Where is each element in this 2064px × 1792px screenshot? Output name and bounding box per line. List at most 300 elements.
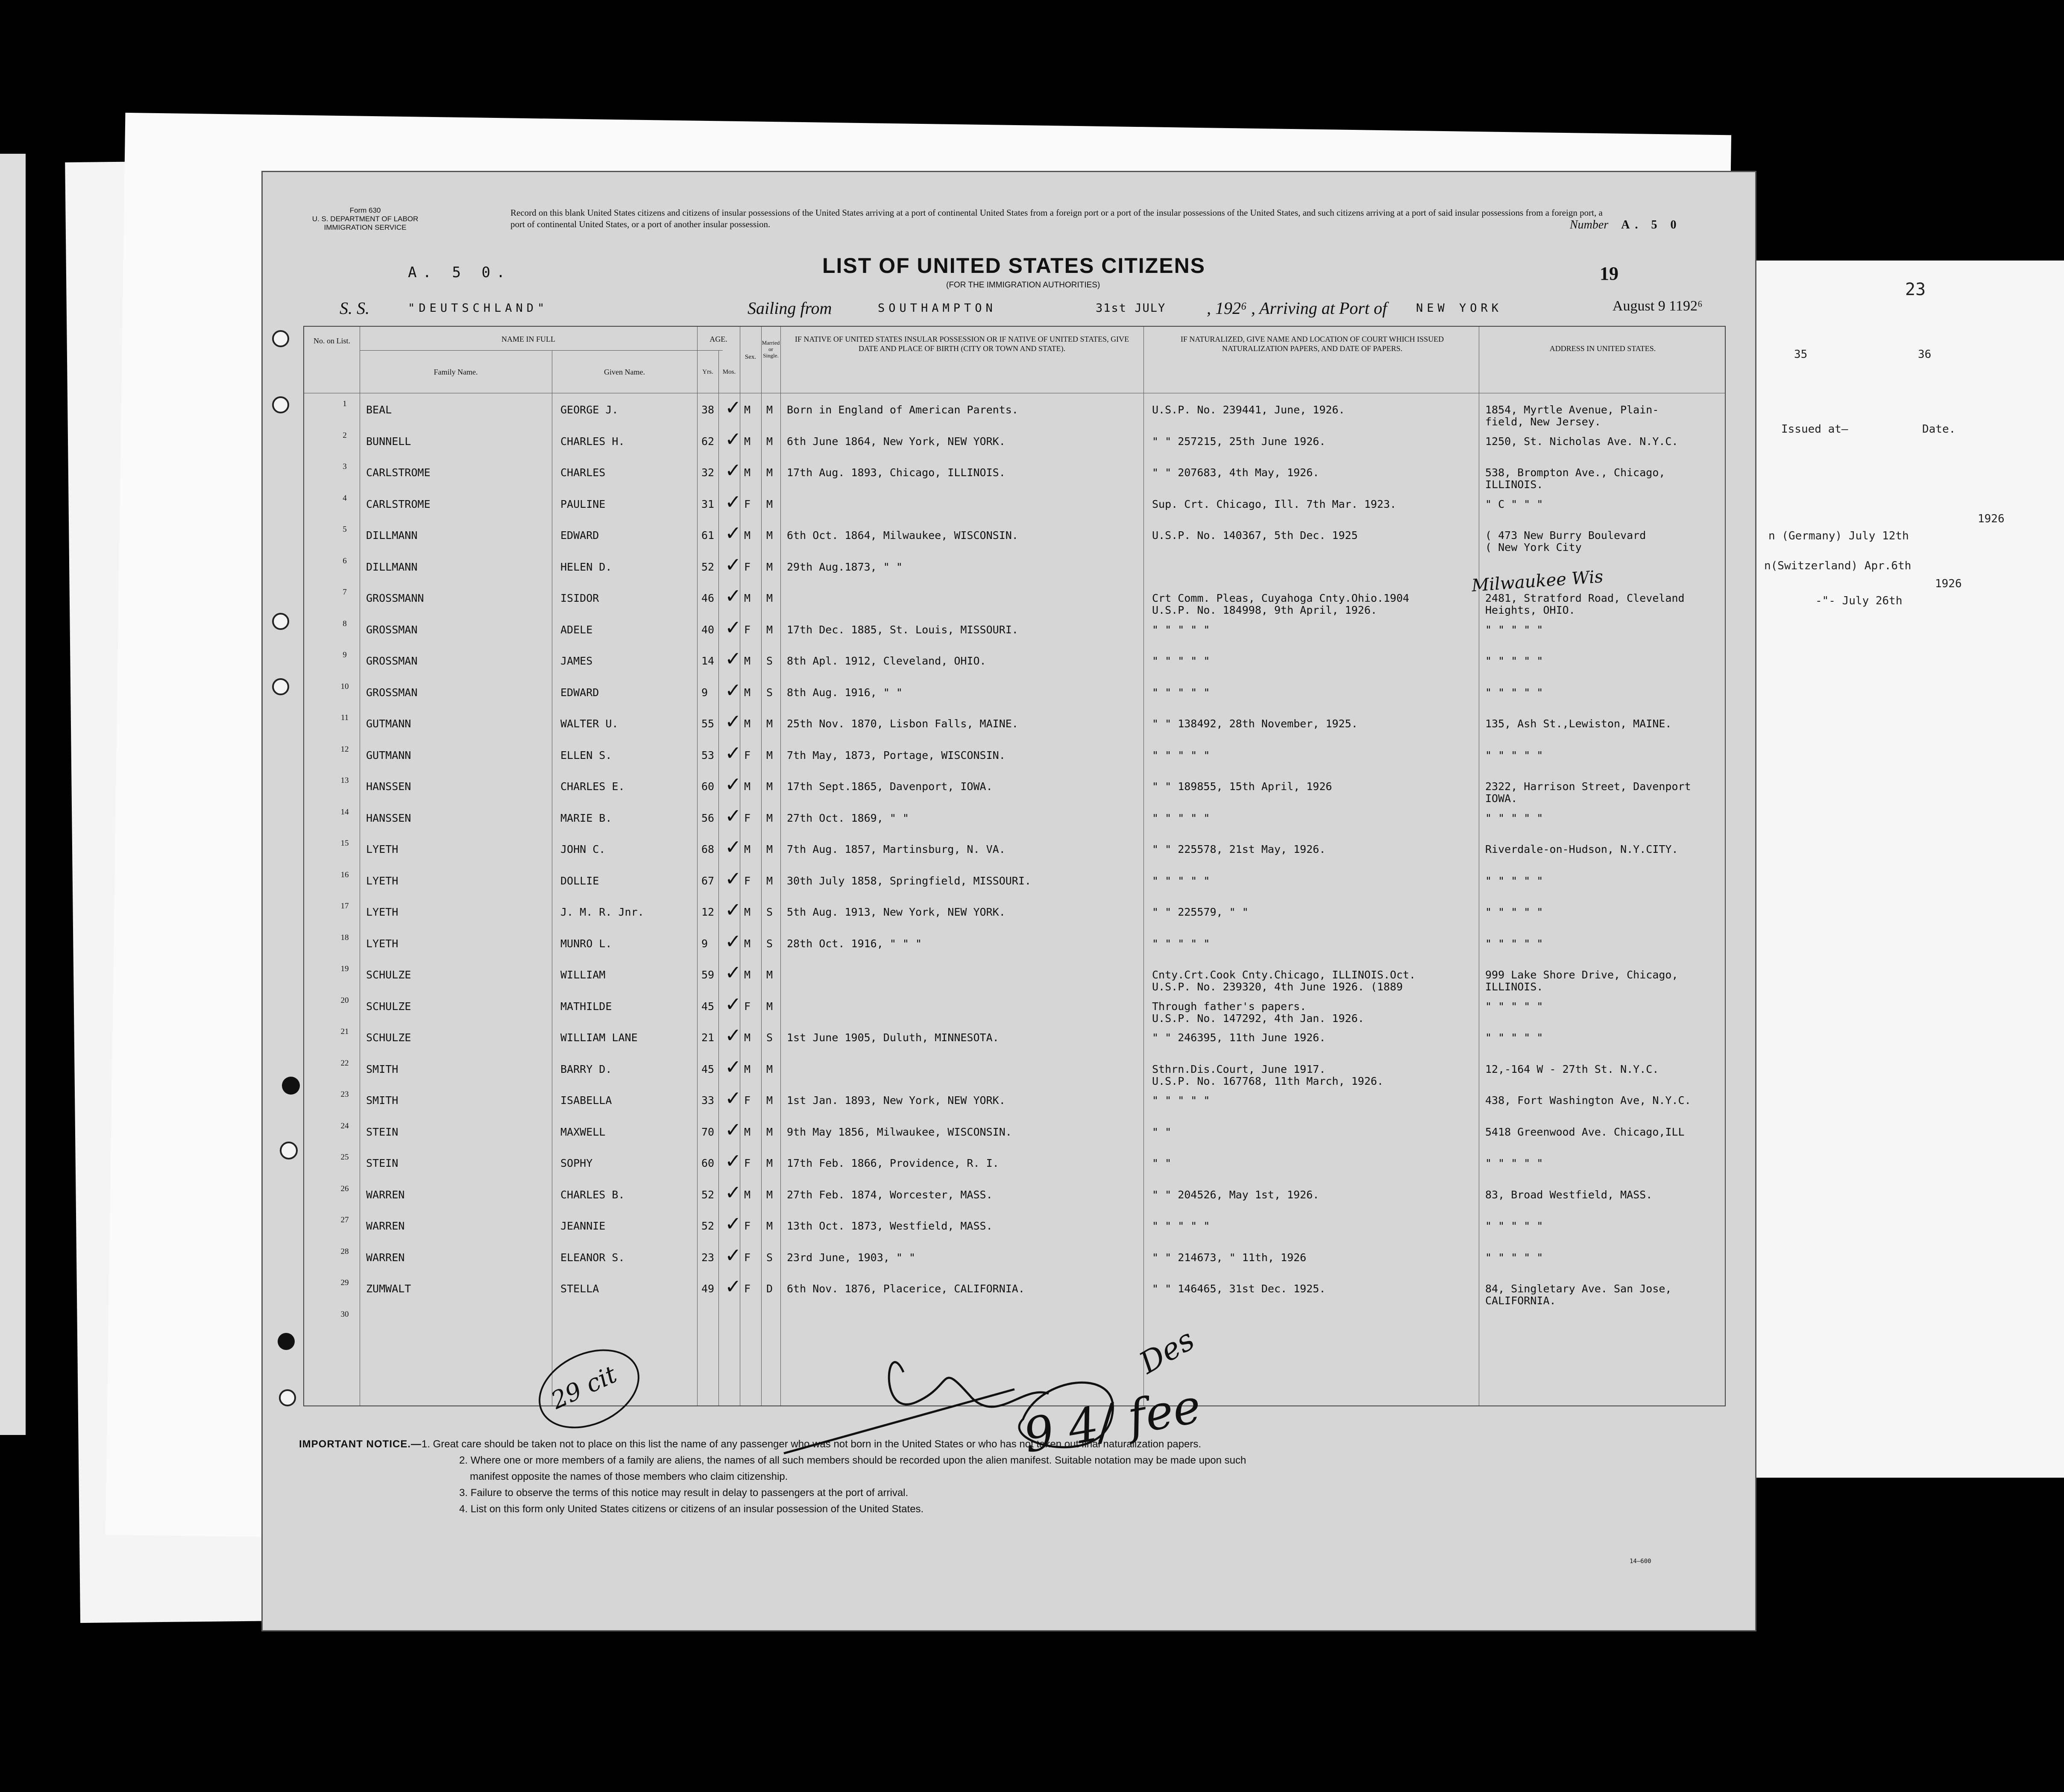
naturalization: " " 225578, 21st May, 1926. bbox=[1152, 843, 1326, 855]
check-mark-icon: ✓ bbox=[725, 1024, 742, 1047]
list-code: A. 5 0. bbox=[408, 264, 511, 281]
birth-info: 29th Aug.1873, " " bbox=[787, 560, 903, 573]
table-row bbox=[304, 1211, 1725, 1243]
row-number: 26 bbox=[340, 1184, 349, 1193]
punch-hole bbox=[280, 1142, 298, 1160]
punch-hole bbox=[282, 1077, 300, 1095]
address: 1250, St. Nicholas Ave. N.Y.C. bbox=[1485, 435, 1678, 448]
family-name: DILLMANN bbox=[366, 529, 418, 542]
given-name: STELLA bbox=[560, 1283, 599, 1295]
table-row bbox=[304, 1117, 1725, 1149]
age: 45 bbox=[701, 1000, 715, 1013]
sex: F bbox=[744, 1157, 751, 1169]
col-header-naturalization: IF NATURALIZED, GIVE NAME AND LOCATION OF COURT WHICH ISSUED NATURALIZATION PAPERS, AND DATE OF PAPERS. bbox=[1180, 335, 1444, 353]
col-header-mos: Mos. bbox=[722, 369, 736, 375]
marital-status: M bbox=[766, 717, 773, 730]
marital-status: S bbox=[766, 686, 773, 699]
table-row bbox=[304, 1274, 1725, 1306]
table-row bbox=[304, 960, 1725, 992]
sex: M bbox=[744, 780, 751, 793]
given-name: ELLEN S. bbox=[560, 749, 612, 761]
birth-info: 1st June 1905, Duluth, MINNESOTA. bbox=[787, 1031, 999, 1044]
check-mark-icon: ✓ bbox=[725, 710, 742, 733]
family-name: SCHULZE bbox=[366, 1000, 411, 1013]
row-number: 18 bbox=[340, 933, 349, 942]
family-name: LYETH bbox=[366, 906, 399, 918]
birth-info: 30th July 1858, Springfield, MISSOURI. bbox=[787, 874, 1031, 887]
number-label: Number bbox=[1570, 218, 1609, 231]
row-number: 1 bbox=[343, 399, 347, 408]
address: " " " " " bbox=[1485, 1251, 1543, 1264]
col-header-birth: IF NATIVE OF UNITED STATES INSULAR POSSESSION OR IF NATIVE OF UNITED STATES, GIVE DATE AND PLACE OF BIRTH (CITY OR TOWN AND STATE). bbox=[795, 335, 1129, 353]
naturalization: Crt Comm. Pleas, Cuyahoga Cnty.Ohio.1904 bbox=[1152, 592, 1410, 604]
table-row bbox=[304, 866, 1725, 898]
row-number: 15 bbox=[340, 839, 349, 848]
form-number: Form 630 bbox=[349, 206, 381, 214]
col-header-yrs: Yrs. bbox=[702, 369, 713, 375]
age: 23 bbox=[701, 1251, 715, 1264]
marital-status: M bbox=[766, 1188, 773, 1201]
given-name: ISABELLA bbox=[560, 1094, 612, 1107]
check-mark-icon: ✓ bbox=[725, 992, 742, 1016]
address: " " " " " bbox=[1485, 749, 1543, 761]
naturalization: " " " " " bbox=[1152, 749, 1210, 761]
sex: M bbox=[744, 655, 751, 667]
address: " " " " " bbox=[1485, 1220, 1543, 1232]
check-mark-icon: ✓ bbox=[725, 929, 742, 953]
address: 438, Fort Washington Ave, N.Y.C. bbox=[1485, 1094, 1691, 1107]
family-name: WARREN bbox=[366, 1220, 405, 1232]
naturalization: " " " " " bbox=[1152, 1094, 1210, 1107]
sex: M bbox=[744, 592, 751, 604]
naturalization-line-2: U.S.P. No. 167768, 11th March, 1926. bbox=[1152, 1075, 1384, 1087]
birth-info: 7th Aug. 1857, Martinsburg, N. VA. bbox=[787, 843, 1006, 855]
naturalization: " " " " " bbox=[1152, 686, 1210, 699]
marital-status: M bbox=[766, 969, 773, 981]
given-name: MUNRO L. bbox=[560, 937, 612, 950]
given-name: EDWARD bbox=[560, 686, 599, 699]
agency-line: U. S. DEPARTMENT OF LABOR bbox=[312, 215, 419, 223]
age: 14 bbox=[701, 655, 715, 667]
col-header-marital: Married or Single. bbox=[762, 340, 780, 359]
row-number: 12 bbox=[340, 744, 349, 754]
col-header-family: Family Name. bbox=[434, 368, 478, 376]
row-number: 23 bbox=[340, 1090, 349, 1099]
arrival-port: NEW YORK bbox=[1416, 302, 1503, 315]
address: " " " " " bbox=[1485, 655, 1543, 667]
row-number: 30 bbox=[340, 1309, 349, 1319]
ship-name: "DEUTSCHLAND" bbox=[408, 302, 548, 315]
table-row bbox=[304, 835, 1725, 867]
given-name: HELEN D. bbox=[560, 560, 612, 573]
age: 21 bbox=[701, 1031, 715, 1044]
birth-info: 27th Feb. 1874, Worcester, MASS. bbox=[787, 1188, 993, 1201]
table-row bbox=[304, 897, 1725, 929]
age: 61 bbox=[701, 529, 715, 542]
marital-status: M bbox=[766, 1157, 773, 1169]
birth-info: 8th Apl. 1912, Cleveland, OHIO. bbox=[787, 655, 986, 667]
family-name: LYETH bbox=[366, 937, 399, 950]
row-number: 14 bbox=[340, 807, 349, 817]
check-mark-icon: ✓ bbox=[725, 459, 742, 482]
family-name: SMITH bbox=[366, 1094, 399, 1107]
sex: F bbox=[744, 623, 751, 636]
age: 31 bbox=[701, 498, 715, 510]
col-header-given: Given Name. bbox=[604, 368, 645, 376]
marital-status: S bbox=[766, 937, 773, 950]
table-row bbox=[304, 1180, 1725, 1212]
notice-item: 3. Failure to observe the terms of this notice may result in delay to passengers at the port of arrival. bbox=[459, 1487, 909, 1499]
row-number: 7 bbox=[343, 588, 347, 597]
adjacent-line: -"- July 26th bbox=[1815, 594, 1903, 607]
naturalization: " " " " " bbox=[1152, 655, 1210, 667]
sex: M bbox=[744, 717, 751, 730]
check-mark-icon: ✓ bbox=[725, 867, 742, 890]
sex: F bbox=[744, 1251, 751, 1264]
age: 9 bbox=[701, 686, 708, 699]
marital-status: M bbox=[766, 592, 773, 604]
marital-status: M bbox=[766, 1125, 773, 1138]
check-mark-icon: ✓ bbox=[725, 584, 742, 607]
birth-info: 1st Jan. 1893, New York, NEW YORK. bbox=[787, 1094, 1006, 1107]
notice-item: 1. Great care should be taken not to place on this list the name of any passenger who was not born in the United States or who has not taken out final naturalization papers. bbox=[421, 1438, 1201, 1450]
marital-status: S bbox=[766, 906, 773, 918]
sex: M bbox=[744, 686, 751, 699]
sex: M bbox=[744, 1063, 751, 1075]
check-mark-icon: ✓ bbox=[725, 427, 742, 451]
address-line-2: ( New York City bbox=[1485, 541, 1582, 553]
naturalization: Cnty.Crt.Cook Cnty.Chicago, ILLINOIS.Oct. bbox=[1152, 969, 1416, 981]
table-row bbox=[304, 1023, 1725, 1055]
age: 38 bbox=[701, 404, 715, 416]
sex: M bbox=[744, 843, 751, 855]
punch-hole bbox=[278, 1333, 295, 1350]
address: " " " " " bbox=[1485, 811, 1543, 824]
marital-status: M bbox=[766, 843, 773, 855]
address: " " " " " bbox=[1485, 874, 1543, 887]
passenger-table bbox=[303, 326, 1726, 1406]
address: ( 473 New Burry Boulevard bbox=[1485, 529, 1646, 542]
family-name: GROSSMAN bbox=[366, 623, 418, 636]
sex: F bbox=[744, 1000, 751, 1013]
circled-count: 29 cit bbox=[526, 1334, 652, 1444]
punch-hole bbox=[279, 1389, 296, 1406]
sex: F bbox=[744, 1094, 751, 1107]
age: 59 bbox=[701, 969, 715, 981]
marital-status: M bbox=[766, 780, 773, 793]
age: 52 bbox=[701, 1220, 715, 1232]
family-name: SMITH bbox=[366, 1063, 399, 1075]
adjacent-year: 1926 bbox=[1935, 577, 1962, 590]
naturalization: " " bbox=[1152, 1157, 1172, 1169]
address: " " " " " bbox=[1485, 1031, 1543, 1044]
row-number: 2 bbox=[343, 430, 347, 440]
age: 52 bbox=[701, 1188, 715, 1201]
family-name: HANSSEN bbox=[366, 780, 411, 793]
print-code: 14—600 bbox=[1630, 1558, 1651, 1565]
given-name: CHARLES E. bbox=[560, 780, 625, 793]
row-number: 8 bbox=[343, 619, 347, 628]
address-line-2: CALIFORNIA. bbox=[1485, 1294, 1556, 1307]
given-name: SOPHY bbox=[560, 1157, 593, 1169]
age: 60 bbox=[701, 780, 715, 793]
age: 9 bbox=[701, 937, 708, 950]
sailing-date: 31st JULY bbox=[1096, 302, 1166, 315]
given-name: BARRY D. bbox=[560, 1063, 612, 1075]
address: 5418 Greenwood Ave. Chicago,ILL bbox=[1485, 1125, 1685, 1138]
check-mark-icon: ✓ bbox=[725, 553, 742, 576]
given-name: WILLIAM bbox=[560, 969, 606, 981]
adjacent-col-35: 35 bbox=[1794, 348, 1808, 361]
row-number: 20 bbox=[340, 996, 349, 1005]
marital-status: M bbox=[766, 498, 773, 510]
address-line-2: field, New Jersey. bbox=[1485, 416, 1601, 428]
handwritten-initials: Des bbox=[1133, 1322, 1201, 1381]
address: " " " " " bbox=[1485, 1157, 1543, 1169]
check-mark-icon: ✓ bbox=[725, 396, 742, 419]
naturalization: " " 146465, 31st Dec. 1925. bbox=[1152, 1283, 1326, 1295]
left-page-edge bbox=[0, 154, 26, 1435]
sex: F bbox=[744, 811, 751, 824]
age: 45 bbox=[701, 1063, 715, 1075]
family-name: GROSSMANN bbox=[366, 592, 424, 604]
page-subtitle: (FOR THE IMMIGRATION AUTHORITIES) bbox=[946, 281, 1100, 290]
naturalization: " " " " " bbox=[1152, 874, 1210, 887]
family-name: STEIN bbox=[366, 1125, 399, 1138]
age: 60 bbox=[701, 1157, 715, 1169]
naturalization: " " 257215, 25th June 1926. bbox=[1152, 435, 1326, 448]
family-name: SCHULZE bbox=[366, 969, 411, 981]
number-value: A. 5 0 bbox=[1621, 218, 1682, 231]
family-name: BUNNELL bbox=[366, 435, 411, 448]
naturalization: " " 138492, 28th November, 1925. bbox=[1152, 717, 1358, 730]
table-row bbox=[304, 929, 1725, 961]
naturalization: U.S.P. No. 239441, June, 1926. bbox=[1152, 404, 1345, 416]
row-number: 10 bbox=[340, 682, 349, 691]
table-row bbox=[304, 741, 1725, 773]
page-number: 19 bbox=[1600, 263, 1618, 284]
arriving-label: , 192⁶ , Arriving at Port of bbox=[1207, 299, 1387, 318]
col-header-address: ADDRESS IN UNITED STATES. bbox=[1549, 344, 1656, 353]
birth-info: 28th Oct. 1916, " " " bbox=[787, 937, 922, 950]
address: 999 Lake Shore Drive, Chicago, bbox=[1485, 969, 1678, 981]
check-mark-icon: ✓ bbox=[725, 490, 742, 513]
table-row bbox=[304, 427, 1725, 459]
table-row bbox=[304, 772, 1725, 804]
row-number: 27 bbox=[340, 1215, 349, 1224]
family-name: SCHULZE bbox=[366, 1031, 411, 1044]
table-row bbox=[304, 646, 1725, 678]
row-number: 29 bbox=[340, 1278, 349, 1287]
marital-status: M bbox=[766, 529, 773, 542]
marital-status: M bbox=[766, 749, 773, 761]
age: 32 bbox=[701, 466, 715, 479]
sex: F bbox=[744, 1283, 751, 1295]
naturalization: " " " " " bbox=[1152, 1220, 1210, 1232]
row-number: 4 bbox=[343, 493, 347, 503]
row-number: 21 bbox=[340, 1027, 349, 1036]
birth-info: 17th Aug. 1893, Chicago, ILLINOIS. bbox=[787, 466, 1006, 479]
table-row bbox=[304, 1086, 1725, 1118]
address: 83, Broad Westfield, MASS. bbox=[1485, 1188, 1653, 1201]
age: 55 bbox=[701, 717, 715, 730]
col-header-age: AGE. bbox=[710, 335, 727, 343]
given-name: JEANNIE bbox=[560, 1220, 606, 1232]
page-title: LIST OF UNITED STATES CITIZENS bbox=[822, 254, 1206, 278]
naturalization: U.S.P. No. 140367, 5th Dec. 1925 bbox=[1152, 529, 1358, 542]
table-row bbox=[304, 489, 1725, 521]
col-header-sex: Sex. bbox=[745, 354, 756, 360]
address: Riverdale-on-Hudson, N.Y.CITY. bbox=[1485, 843, 1678, 855]
sex: M bbox=[744, 969, 751, 981]
birth-info: Born in England of American Parents. bbox=[787, 404, 1018, 416]
family-name: LYETH bbox=[366, 874, 399, 887]
voyage-line bbox=[340, 298, 1728, 324]
sex: M bbox=[744, 435, 751, 448]
address: " " " " " bbox=[1485, 937, 1543, 950]
given-name: CHARLES B. bbox=[560, 1188, 625, 1201]
age: 67 bbox=[701, 874, 715, 887]
row-number: 13 bbox=[340, 776, 349, 785]
notice-item: 2. Where one or more members of a family are aliens, the names of all such members should be recorded upon the alien manifest. Suitable notation may be made upon such bbox=[459, 1455, 1246, 1466]
birth-info: 23rd June, 1903, " " bbox=[787, 1251, 916, 1264]
adjacent-col-36: 36 bbox=[1918, 348, 1932, 361]
given-name: ADELE bbox=[560, 623, 593, 636]
given-name: WALTER U. bbox=[560, 717, 619, 730]
address: " " " " " bbox=[1485, 1000, 1543, 1013]
given-name: MAXWELL bbox=[560, 1125, 606, 1138]
marital-status: M bbox=[766, 435, 773, 448]
birth-info: 9th May 1856, Milwaukee, WISCONSIN. bbox=[787, 1125, 1012, 1138]
row-number: 28 bbox=[340, 1247, 349, 1256]
birth-info: 5th Aug. 1913, New York, NEW YORK. bbox=[787, 906, 1006, 918]
table-row bbox=[304, 521, 1725, 553]
sex: M bbox=[744, 404, 751, 416]
age: 12 bbox=[701, 906, 715, 918]
adjacent-year: 1926 bbox=[1978, 512, 2005, 525]
birth-info: 17th Sept.1865, Davenport, IOWA. bbox=[787, 780, 993, 793]
departure-port: SOUTHAMPTON bbox=[878, 302, 997, 315]
arrival-date: August 9 1192⁶ bbox=[1612, 298, 1703, 314]
naturalization: " " 214673, " 11th, 1926 bbox=[1152, 1251, 1307, 1264]
marital-status: M bbox=[766, 874, 773, 887]
naturalization: " " 246395, 11th June 1926. bbox=[1152, 1031, 1326, 1044]
family-name: CARLSTROME bbox=[366, 466, 431, 479]
family-name: STEIN bbox=[366, 1157, 399, 1169]
marital-status: M bbox=[766, 466, 773, 479]
age: 56 bbox=[701, 811, 715, 824]
naturalization: Sthrn.Dis.Court, June 1917. bbox=[1152, 1063, 1326, 1075]
sex: F bbox=[744, 749, 751, 761]
birth-info: 6th Nov. 1876, Placerice, CALIFORNIA. bbox=[787, 1283, 1025, 1295]
birth-info: 8th Aug. 1916, " " bbox=[787, 686, 903, 699]
table-row bbox=[304, 1054, 1725, 1086]
check-mark-icon: ✓ bbox=[725, 1118, 742, 1141]
family-name: CARLSTROME bbox=[366, 498, 431, 510]
adjacent-page-number: 23 bbox=[1905, 280, 1926, 299]
marital-status: M bbox=[766, 1063, 773, 1075]
age: 70 bbox=[701, 1125, 715, 1138]
check-mark-icon: ✓ bbox=[725, 615, 742, 639]
adjacent-issued-at: Issued at— bbox=[1781, 423, 1848, 436]
given-name: MARIE B. bbox=[560, 811, 612, 824]
punch-hole bbox=[272, 330, 289, 347]
row-number: 24 bbox=[340, 1121, 349, 1130]
form-number-field bbox=[1570, 218, 1681, 232]
naturalization: " " 189855, 15th April, 1926 bbox=[1152, 780, 1332, 793]
notice-label: IMPORTANT NOTICE.— bbox=[299, 1438, 422, 1450]
naturalization: " " 204526, May 1st, 1926. bbox=[1152, 1188, 1319, 1201]
circled-fee: 9 4/ fee bbox=[1020, 1378, 1205, 1464]
notice-item: manifest opposite the names of those members who claim citizenship. bbox=[470, 1471, 788, 1482]
check-mark-icon: ✓ bbox=[725, 1212, 742, 1235]
naturalization-line-2: U.S.P. No. 239320, 4th June 1926. (1889 bbox=[1152, 981, 1403, 993]
notice-item: 4. List on this form only United States citizens or citizens of an insular possession of the United States. bbox=[459, 1503, 924, 1515]
family-name: GROSSMAN bbox=[366, 686, 418, 699]
age: 53 bbox=[701, 749, 715, 761]
naturalization: " " bbox=[1152, 1125, 1172, 1138]
ss-label: S. S. bbox=[340, 299, 369, 318]
row-number: 11 bbox=[340, 713, 349, 722]
birth-info: 6th June 1864, New York, NEW YORK. bbox=[787, 435, 1006, 448]
sex: F bbox=[744, 560, 751, 573]
form-identifier bbox=[303, 206, 427, 232]
check-mark-icon: ✓ bbox=[725, 898, 742, 921]
table-row bbox=[304, 395, 1725, 427]
row-number: 3 bbox=[343, 462, 347, 471]
address: " " " " " bbox=[1485, 686, 1543, 699]
given-name: JAMES bbox=[560, 655, 593, 667]
address-line-2: ILLINOIS. bbox=[1485, 981, 1543, 993]
marital-status: S bbox=[766, 655, 773, 667]
given-name: J. M. R. Jnr. bbox=[560, 906, 644, 918]
sex: M bbox=[744, 937, 751, 950]
row-number: 5 bbox=[343, 525, 347, 534]
address-line-2: Heights, OHIO. bbox=[1485, 604, 1575, 616]
naturalization: " " " " " bbox=[1152, 937, 1210, 950]
table-row bbox=[304, 803, 1725, 835]
naturalization-line-2: U.S.P. No. 184998, 9th April, 1926. bbox=[1152, 604, 1377, 616]
age: 49 bbox=[701, 1283, 715, 1295]
birth-info: 17th Dec. 1885, St. Louis, MISSOURI. bbox=[787, 623, 1018, 636]
col-header-no: No. on List. bbox=[313, 337, 350, 345]
age: 62 bbox=[701, 435, 715, 448]
row-number: 22 bbox=[340, 1058, 349, 1068]
address: 1854, Myrtle Avenue, Plain- bbox=[1485, 404, 1659, 416]
sex: M bbox=[744, 1031, 751, 1044]
table-row bbox=[304, 1243, 1725, 1275]
adjacent-page bbox=[1730, 261, 2064, 1478]
table-row bbox=[304, 1148, 1725, 1180]
sex: M bbox=[744, 906, 751, 918]
check-mark-icon: ✓ bbox=[725, 1180, 742, 1204]
address: " " " " " bbox=[1485, 623, 1543, 636]
check-mark-icon: ✓ bbox=[725, 961, 742, 984]
marital-status: M bbox=[766, 560, 773, 573]
sex: F bbox=[744, 498, 751, 510]
check-mark-icon: ✓ bbox=[725, 1086, 742, 1110]
table-row bbox=[304, 992, 1725, 1024]
row-number: 6 bbox=[343, 556, 347, 565]
marital-status: M bbox=[766, 623, 773, 636]
check-mark-icon: ✓ bbox=[725, 678, 742, 702]
check-mark-icon: ✓ bbox=[725, 1275, 742, 1298]
check-mark-icon: ✓ bbox=[725, 1055, 742, 1078]
address: 538, Brompton Ave., Chicago, bbox=[1485, 466, 1665, 479]
adjacent-date: Date. bbox=[1922, 423, 1956, 436]
important-notice bbox=[299, 1436, 1709, 1517]
sex: F bbox=[744, 874, 751, 887]
